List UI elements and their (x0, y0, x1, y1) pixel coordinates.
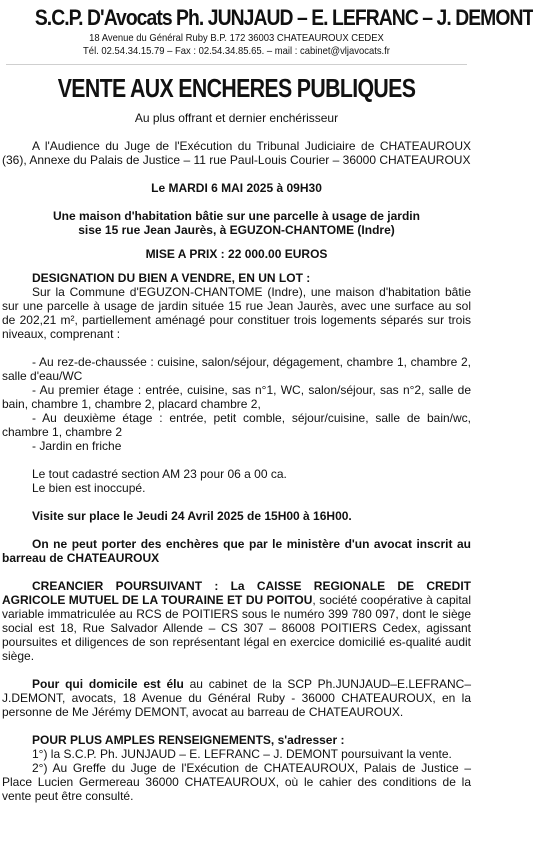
info-heading: POUR PLUS AMPLES RENSEIGNEMENTS, s'adresser : (32, 733, 345, 747)
visit-info: Visite sur place le Jeudi 24 Avril 2025 de 15H00 à 16H00. (32, 509, 352, 523)
domicile-paragraph (2, 677, 471, 719)
hearing-location: A l'Audience du Juge de l'Exécution du Tribunal Judiciaire de CHATEAUROUX (36), Annexe du Palais de Justice – 11 rue Paul-Louis Courier – 36000 CHATEAUROUX (2, 139, 471, 167)
notice-title: VENTE AUX ENCHERES PUBLIQUES (57, 73, 416, 103)
designation-text: Sur la Commune d'EGUZON-CHANTOME (Indre), une maison d'habitation bâtie sur une parcelle à usage de jardin située 15 rue Jean Jaurès, avec une surface au sol de 202,21 m², partiellement aménagé pour constituer trois logements séparés sur trois niveaux, comprenant : (2, 285, 471, 341)
hearing-date: Le MARDI 6 MAI 2025 à 09H30 (151, 181, 322, 195)
room-list-item: - Au premier étage : entrée, cuisine, sas n°1, WC, salon/séjour, sas n°2, salle de bain, chambre 1, chambre 2, placard chambre 2, (2, 383, 471, 411)
starting-price: MISE A PRIX : 22 000.00 EUROS (145, 247, 328, 261)
room-list-item: - Jardin en friche (32, 439, 122, 453)
domicile-lead: Pour qui domicile est élu (32, 677, 184, 691)
cadastre-text: Le tout cadastré section AM 23 pour 06 a 00 ca. (32, 467, 287, 481)
property-line-1: Une maison d'habitation bâtie sur une parcelle à usage de jardin (53, 209, 420, 223)
firm-contact: Tél. 02.54.34.15.79 – Fax : 02.54.34.85.65. – mail : cabinet@vljavocats.fr (83, 45, 390, 57)
room-list-item: - Au deuxième étage : entrée, petit comble, séjour/cuisine, salle de bain/wc, chambre 1, chambre 2 (2, 411, 471, 439)
room-list-item: - Au rez-de-chaussée : cuisine, salon/séjour, dégagement, chambre 1, chambre 2, salle d'eau/WC (2, 355, 471, 383)
creditor-text: , société coopérative à capital variable immatriculée au RCS de POITIERS sous le numéro 399 780 097, dont le siège social est 18, Rue Salvador Allende – CS 307 – 86008 POITIERS Cedex, agissant poursuites et diligences de son représentant légal en exercice domicilié es-qualité audit siège. (2, 593, 471, 663)
creditor-paragraph (2, 579, 471, 663)
occupancy-text: Le bien est inoccupé. (32, 481, 146, 495)
divider (6, 64, 467, 65)
firm-name: S.C.P. D'Avocats Ph. JUNJAUD – E. LEFRANC – J. DEMONT (34, 5, 533, 30)
firm-address: 18 Avenue du Général Ruby B.P. 172 36003 CHATEAUROUX CEDEX (89, 32, 384, 44)
domicile-text: au cabinet de la SCP Ph.JUNJAUD–E.LEFRANC–J.DEMONT, avocats, 18 Avenue du Général Ruby - 36000 CHATEAUROUX, en la personne de Me Jérémy DEMONT, avocat au barreau de CHATEAUROUX. (2, 677, 471, 719)
info-item-1: 1°) la S.C.P. Ph. JUNJAUD – E. LEFRANC – J. DEMONT poursuivant la vente. (32, 747, 452, 761)
designation-heading: DESIGNATION DU BIEN A VENDRE, EN UN LOT : (32, 271, 311, 285)
property-line-2: sise 15 rue Jean Jaurès, à EGUZON-CHANTOME (Indre) (78, 223, 395, 237)
info-item-2: 2°) Au Greffe du Juge de l'Exécution de CHATEAUROUX, Palais de Justice – Place Lucien Germereau 36000 CHATEAUROUX, où le cahier des conditions de la vente peut être consulté. (2, 761, 471, 803)
lawyer-notice: On ne peut porter des enchères que par le ministère d'un avocat inscrit au barreau de CHATEAUROUX (2, 537, 471, 565)
creditor-lead: CREANCIER POURSUIVANT : La CAISSE REGIONALE DE CREDIT AGRICOLE MUTUEL DE LA TOURAINE ET DU POITOU (2, 579, 471, 607)
notice-subtitle: Au plus offrant et dernier enchérisseur (134, 111, 339, 125)
